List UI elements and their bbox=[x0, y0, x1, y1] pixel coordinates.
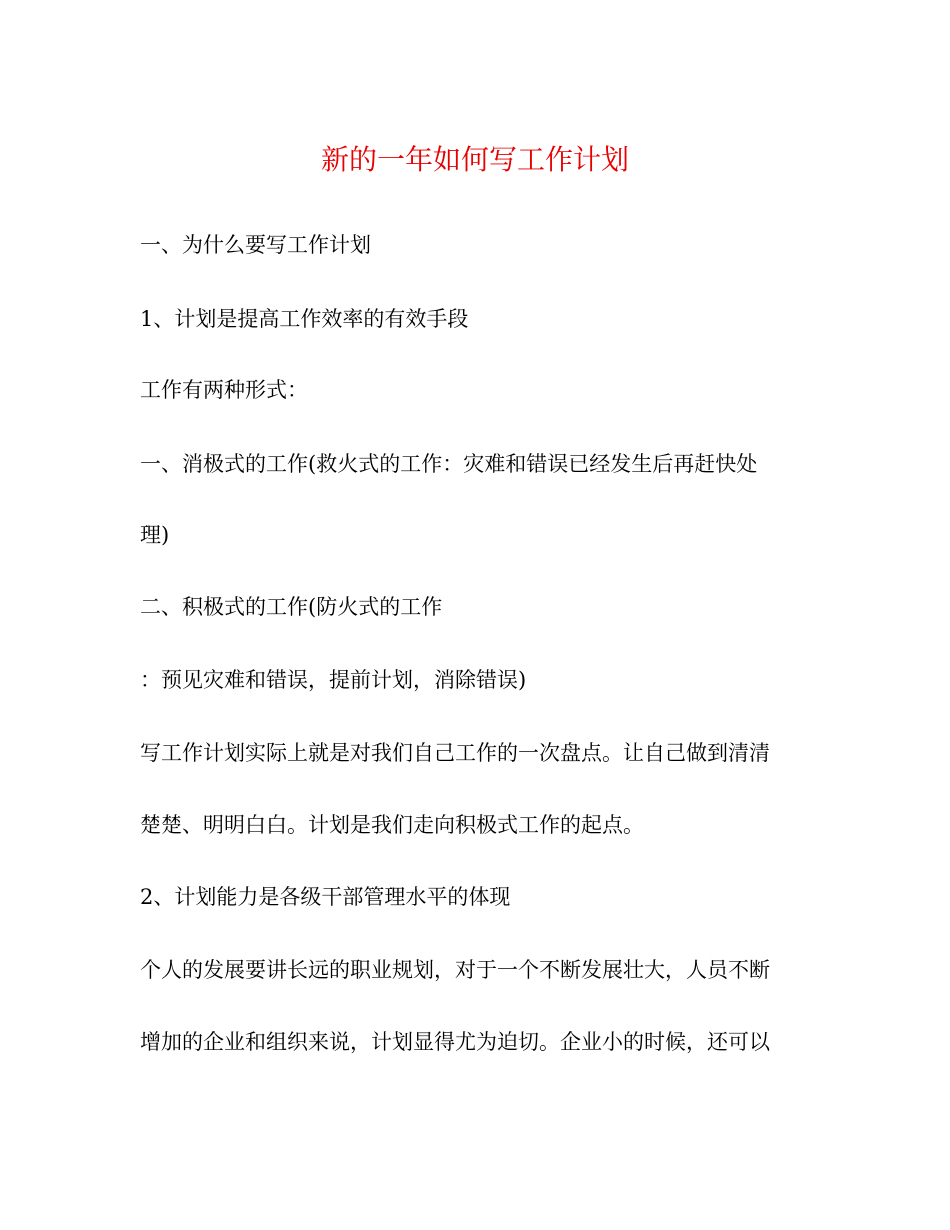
paragraph-line: 理) bbox=[140, 523, 170, 547]
subheading-planning-ability: 2、计划能力是各级干部管理水平的体现 bbox=[140, 885, 511, 909]
subheading-efficiency: 1、计划是提高工作效率的有效手段 bbox=[140, 307, 469, 331]
paragraph-line: 增加的企业和组织来说，计划显得尤为迫切。企业小的时候，还可以 bbox=[140, 1030, 770, 1054]
section-heading-why-plan: 一、为什么要写工作计划 bbox=[140, 233, 371, 257]
paragraph-line: 个人的发展要讲长远的职业规划，对于一个不断发展壮大，人员不断 bbox=[140, 958, 770, 982]
document-title: 新的一年如何写工作计划 bbox=[320, 143, 629, 176]
paragraph-line: 写工作计划实际上就是对我们自己工作的一次盘点。让自己做到清清 bbox=[140, 741, 770, 765]
paragraph-line: 一、消极式的工作(救火式的工作：灾难和错误已经发生后再赶快处 bbox=[140, 452, 758, 476]
paragraph-line: 二、积极式的工作(防火式的工作 bbox=[140, 595, 443, 619]
paragraph-line: 楚楚、明明白白。计划是我们走向积极式工作的起点。 bbox=[140, 813, 644, 837]
paragraph-line: ：预见灾难和错误，提前计划，消除错误) bbox=[140, 668, 527, 692]
paragraph-line: 工作有两种形式： bbox=[140, 378, 308, 402]
